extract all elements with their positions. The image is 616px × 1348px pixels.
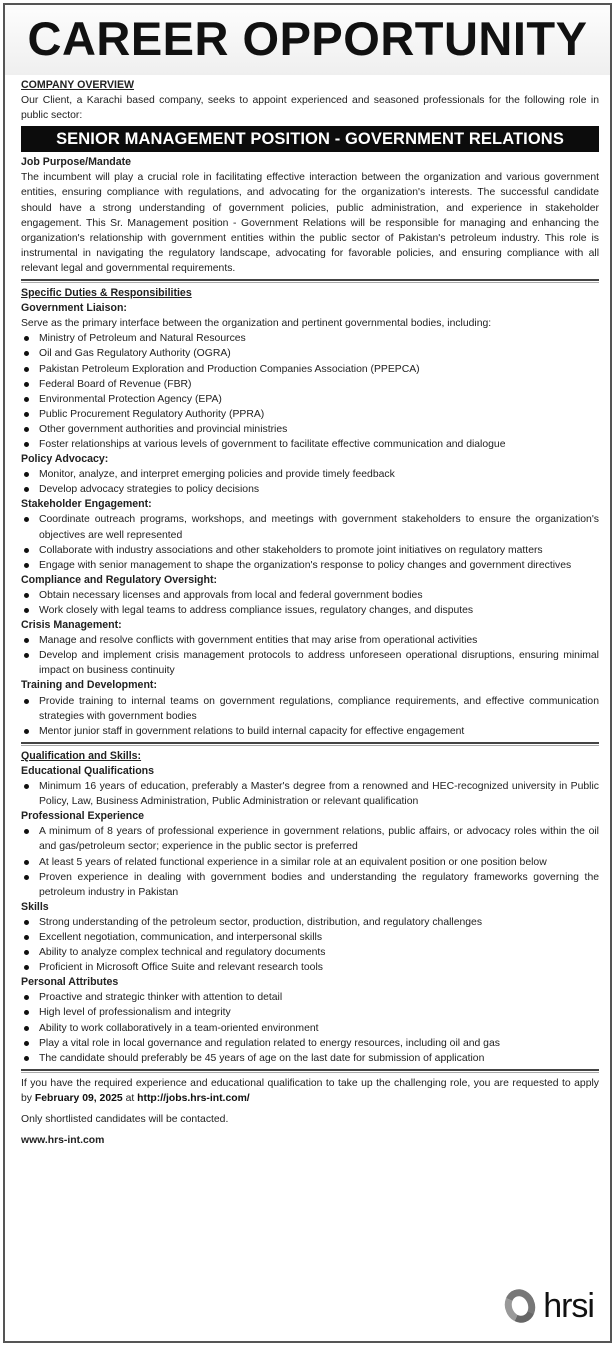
list-item: Manage and resolve conflicts with government entities that may arise from operational activities [21,633,599,648]
list-item: Proactive and strategic thinker with attention to detail [21,990,599,1005]
list-item: Excellent negotiation, communication, and interpersonal skills [21,930,599,945]
skills-list [21,915,599,975]
list-item: High level of professionalism and integrity [21,1005,599,1020]
list-item: Federal Board of Revenue (FBR) [21,377,599,392]
compliance-heading: Compliance and Regulatory Oversight: [21,573,218,586]
list-item: Oil and Gas Regulatory Authority (OGRA) [21,346,599,361]
attributes-heading: Personal Attributes [21,976,119,989]
apply-link[interactable]: http://jobs.hrs-int.com/ [137,1092,250,1104]
company-overview-heading: COMPANY OVERVIEW [21,79,135,91]
list-item: Proficient in Microsoft Office Suite and relevant research tools [21,960,599,975]
list-item: Engage with senior management to shape the organization's response to policy changes and government directives [21,558,599,573]
shortlist-note: Only shortlisted candidates will be contacted. [21,1114,229,1125]
compliance-list [21,588,599,618]
ad-content [21,78,599,1148]
stakeholder-heading: Stakeholder Engagement: [21,498,152,511]
training-heading: Training and Development: [21,679,157,692]
list-item: Minimum 16 years of education, preferably a Master's degree from a renowned and HEC-recognized university in Public Policy, Law, Business Administration, Public Administration or relevant qualification [21,779,599,809]
deadline: February 09, 2025 [34,1092,123,1104]
apply-instructions: If you have the required experience and educational qualification to take up the challenging role, you are requested to apply by February 09, 2025 at http://jobs.hrs-int.com/ [21,1077,599,1104]
list-item: Work closely with legal teams to address compliance issues, regulatory changes, and disputes [21,603,599,618]
gov-liaison-list [21,331,599,452]
position-banner: SENIOR MANAGEMENT POSITION - GOVERNMENT RELATIONS [21,126,599,152]
list-item: Other government authorities and provincial ministries [21,422,599,437]
list-item: Obtain necessary licenses and approvals from local and federal government bodies [21,588,599,603]
list-item: Develop advocacy strategies to policy decisions [21,482,599,497]
list-item: Ability to analyze complex technical and regulatory documents [21,945,599,960]
company-overview-text: Our Client, a Karachi based company, seeks to appoint experienced and seasoned professionals for the following role in public sector: [21,95,599,122]
education-list [21,779,599,809]
list-item: Public Procurement Regulatory Authority (PPRA) [21,407,599,422]
list-item: Proven experience in dealing with government bodies and understanding the regulatory frameworks governing the petroleum industry in Pakistan [21,870,599,900]
education-heading: Educational Qualifications [21,764,155,777]
policy-advocacy-list [21,467,599,497]
job-advertisement [3,3,612,1343]
stakeholder-list [21,512,599,572]
list-item: Ministry of Petroleum and Natural Resources [21,331,599,346]
divider [21,279,599,283]
list-item: Mentor junior staff in government relations to build internal capacity for effective engagement [21,724,599,739]
experience-heading: Professional Experience [21,810,145,823]
list-item: Pakistan Petroleum Exploration and Production Companies Association (PPEPCA) [21,362,599,377]
list-item: The candidate should preferably be 45 years of age on the last date for submission of application [21,1051,599,1066]
training-list [21,694,599,739]
skills-heading: Skills [21,900,49,913]
duties-heading: Specific Duties & Responsibilities [21,287,192,300]
list-item: Foster relationships at various levels of government to facilitate effective communication and dialogue [21,437,599,452]
job-purpose-heading: Job Purpose/Mandate [21,156,132,169]
crisis-heading: Crisis Management: [21,619,122,632]
gov-liaison-intro: Serve as the primary interface between the organization and pertinent governmental bodies, including: [21,318,492,330]
policy-advocacy-heading: Policy Advocacy: [21,453,109,466]
list-item: Coordinate outreach programs, workshops, and meetings with government stakeholders to ensure the organization's objectives are well represented [21,512,599,542]
list-item: Develop and implement crisis management protocols to address unforeseen operational disruptions, ensuring minimal impact on business continuity [21,648,599,678]
list-item: Environmental Protection Agency (EPA) [21,392,599,407]
list-item: At least 5 years of related functional experience in a similar role at an equivalent position or one position below [21,855,599,870]
divider [21,742,599,746]
gov-liaison-heading: Government Liaison: [21,302,127,315]
list-item: Monitor, analyze, and interpret emerging policies and provide timely feedback [21,467,599,482]
experience-list [21,824,599,899]
list-item: Ability to work collaboratively in a team-oriented environment [21,1021,599,1036]
job-purpose-text: The incumbent will play a crucial role in facilitating effective interaction between the organization and various government entities, ensuring compliance with regulations, and advocating for the organization's interests. The successful candidate should have a strong understanding of government policies, public administration, and experience in stakeholder engagement. This Sr. Management position - Government Relations will be responsible for managing and enhancing the organization's relationship with government entities within the public sector of Pakistan's petroleum industry. This role is instrumental in navigating the regulatory landscape, advocating for favorable policies, and ensuring compliance with all relevant legal and governmental requirements. [21,172,599,274]
title-band [5,5,610,75]
hrsi-ring-icon [500,1285,540,1327]
list-item: Play a vital role in local governance and regulation related to energy resources, including oil and gas [21,1036,599,1051]
page-title: CAREER OPPORTUNITY [27,12,588,65]
list-item: Strong understanding of the petroleum sector, production, distribution, and regulatory challenges [21,915,599,930]
logo-text: hrsi [543,1287,594,1325]
divider [21,1069,599,1073]
crisis-list [21,633,599,678]
list-item: A minimum of 8 years of professional experience in government relations, public affairs, or advocacy roles within the oil and gas/petroleum sector; experience in the public sector is preferred [21,824,599,854]
list-item: Collaborate with industry associations and other stakeholders to promote joint initiatives on regulatory matters [21,543,599,558]
list-item: Provide training to internal teams on government regulations, compliance requirements, and effective communication strategies with government bodies [21,694,599,724]
attributes-list [21,990,599,1065]
qualifications-heading: Qualification and Skills: [21,749,142,762]
website-link[interactable]: www.hrs-int.com [21,1135,105,1147]
hrsi-logo [505,1289,594,1323]
